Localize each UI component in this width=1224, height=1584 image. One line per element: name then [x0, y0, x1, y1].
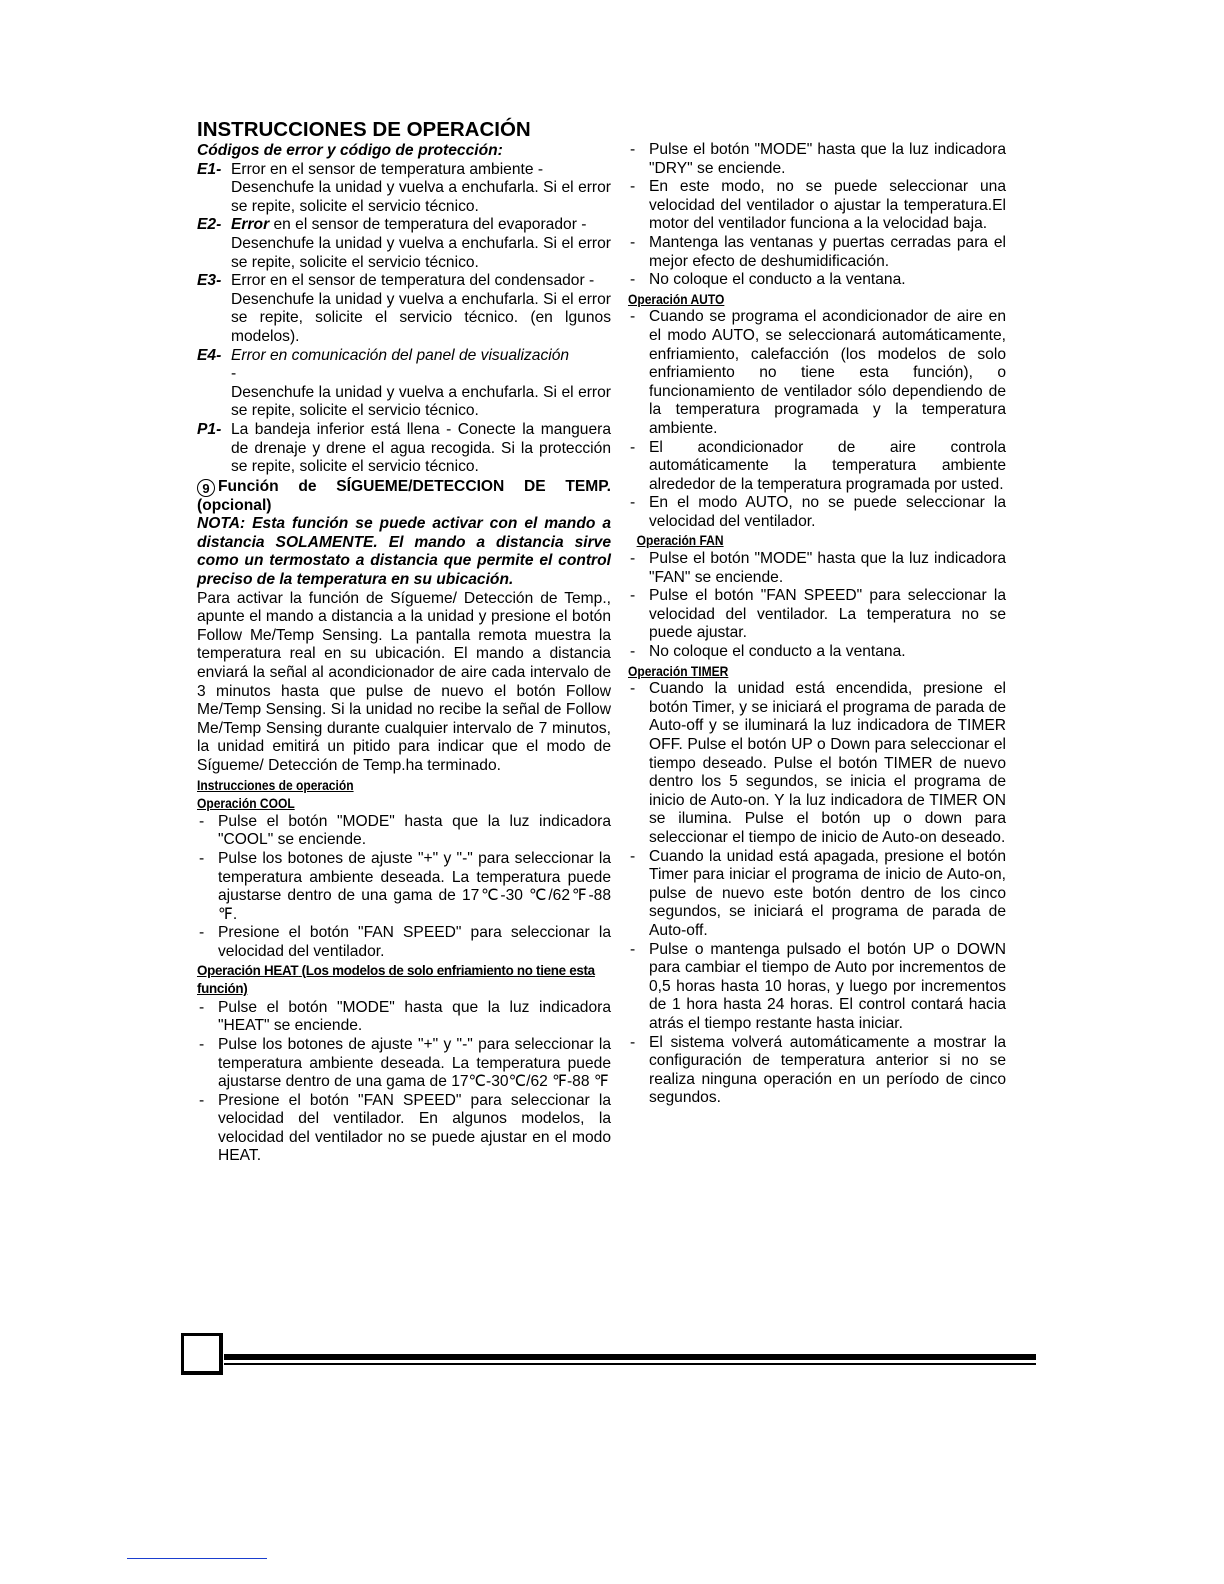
list-item: [197, 1036, 611, 1092]
list-item-text: Pulse el botón "MODE" hasta que la luz indicadora "HEAT" se enciende.: [218, 998, 611, 1035]
bullet: -: [630, 141, 636, 158]
list-item-text: Pulse o mantenga pulsado el botón UP o DOWN para cambiar el tiempo de Auto por incrementos de 0,5 horas hasta 10 horas, y luego por incrementos de 1 hora hasta 24 horas. El control contará hacia atrás el tiempo restante hasta iniciar.: [649, 940, 1006, 1032]
number-9-icon: 9: [197, 479, 215, 497]
follow-me-body: Para activar la función de Sígueme/ Detección de Temp., apunte el mando a distancia a la unidad y presione el botón Follow Me/Temp Sensing. La pantalla remota muestra la temperatura real en su ubicación. El mando a distancia enviará la señal al acondicionador de aire cada intervalo de 3 minutos hasta que pulse de nuevo el botón Follow Me/Temp Sensing. Si la unidad no recibe la señal de Follow Me/Temp Sensing durante cualquier intervalo de 7 minutos, la unidad emitirá un pitido para indicar que el modo de Sígueme/ Detección de Temp.ha terminado.: [197, 589, 611, 774]
right-column: [628, 141, 1006, 1108]
list-item: [628, 680, 1006, 847]
error-code: E1-: [197, 160, 222, 178]
error-action: Desenchufe la unidad y vuelva a enchufarla. Si el error se repite, solicite el servicio técnico.: [231, 234, 611, 271]
error-desc: Error en comunicación del panel de visualización: [231, 346, 570, 364]
error-code: E3-: [197, 272, 222, 290]
bullet: -: [630, 438, 636, 456]
list-item-text: Cuando se programa el acondicionador de aire en el modo AUTO, se seleccionará automáticamente, enfriamiento, calefacción (los modelos de solo enfriamiento no tiene esta función), o funcionamiento de ventilador sólo dependiendo de la temperatura programada y la temperatura ambiente.: [649, 308, 1006, 437]
footer-rule-thin: [224, 1363, 1036, 1365]
bullet: -: [630, 587, 636, 605]
bullet: -: [630, 940, 636, 958]
error-e1: [197, 161, 611, 180]
error-desc-bold: Error: [231, 216, 270, 234]
error-desc: en el sensor de temperatura del evaporador -: [273, 216, 587, 234]
follow-me-heading-text: Función de SÍGUEME/DETECCION DE TEMP. (opcional): [197, 477, 611, 514]
list-item: [628, 439, 1006, 495]
error-desc-wrap: [231, 216, 611, 235]
bullet: -: [630, 308, 636, 326]
error-code: E4-: [197, 346, 222, 364]
bullet: -: [630, 680, 636, 698]
heat-heading-note: (Los modelos de solo enfriamiento no tiene esta función): [197, 962, 595, 997]
error-code: P1-: [197, 420, 222, 438]
list-item: [628, 178, 1006, 234]
list-item: [628, 141, 1006, 178]
list-item: [628, 271, 1006, 290]
list-item: [628, 1034, 1006, 1108]
page-number-box: [181, 1333, 223, 1375]
heat-heading-text: Operación HEAT: [197, 962, 299, 978]
bullet: -: [630, 494, 636, 512]
list-item-text: No coloque el conducto a la ventana.: [649, 643, 906, 661]
bullet: -: [630, 271, 636, 289]
auto-heading: Operación AUTO: [628, 290, 725, 307]
bullet: -: [199, 1091, 205, 1109]
heat-heading: [197, 962, 611, 999]
error-e4: [197, 347, 611, 366]
error-codes-subtitle: Códigos de error y código de protección:: [197, 142, 503, 159]
list-item-text: Cuando la unidad está apagada, presione el botón Timer para iniciar el programa de inicio de Auto-on, pulse de nuevo este botón dentro de los cinco segundos, se iniciará el programa de parada de Auto-off.: [649, 847, 1006, 939]
list-item: [197, 850, 611, 924]
list-item: [628, 234, 1006, 271]
follow-me-heading: [197, 478, 611, 516]
list-item: [197, 813, 611, 850]
list-item: [197, 999, 611, 1036]
footnote-link-line: [127, 1558, 267, 1559]
list-item-text: Presione el botón "FAN SPEED" para seleccionar la velocidad del ventilador.: [218, 924, 611, 960]
bullet: -: [199, 998, 205, 1016]
error-e2: [197, 216, 611, 235]
bullet: -: [630, 1033, 636, 1051]
error-desc: Error en el sensor de temperatura del condensador -: [231, 272, 595, 290]
list-item-text: Pulse el botón "MODE" hasta que la luz indicadora "FAN" se enciende.: [649, 550, 1006, 586]
list-item: [197, 924, 611, 961]
list-item-text: Pulse los botones de ajuste "+" y "-" para seleccionar la temperatura ambiente deseada. La temperatura puede ajustarse dentro de una gama de 17℃-30℃/62 ℉-88 ℉: [218, 1035, 611, 1091]
follow-me-note: NOTA: Esta función se puede activar con el mando a distancia SOLAMENTE. El mando a distancia sirve como un termostato a distancia que permite el control preciso de la temperatura en su ubicación.: [197, 515, 611, 589]
list-item-text: Pulse los botones de ajuste "+" y "-" para seleccionar la temperatura ambiente deseada. La temperatura puede ajustarse dentro de una gama de 17℃-30 ℃/62℉-88 ℉.: [218, 849, 611, 923]
error-action: Desenchufe la unidad y vuelva a enchufarla. Si el error se repite, solicite el servicio técnico. (en lgunos modelos).: [231, 290, 611, 345]
footer-rule-thick: [224, 1354, 1036, 1360]
timer-heading: Operación TIMER: [628, 662, 729, 679]
bullet: -: [630, 178, 636, 196]
bullet: -: [199, 812, 205, 830]
list-item-text: El acondicionador de aire controla automáticamente la temperatura ambiente alrededor de la temperatura programada por usted.: [649, 438, 1006, 493]
bullet: -: [630, 643, 636, 661]
list-item-text: Pulse el botón "MODE" hasta que la luz indicadora "DRY" se enciende.: [649, 141, 1006, 177]
error-desc-dash: -: [231, 365, 237, 383]
list-item-text: En el modo AUTO, no se puede seleccionar la velocidad del ventilador.: [649, 494, 1006, 530]
list-item-text: El sistema volverá automáticamente a mostrar la configuración de temperatura anterior si no se realiza ninguna operación en un período de cinco segundos.: [649, 1033, 1006, 1107]
error-action: Desenchufe la unidad y vuelva a enchufarla. Si el error se repite, solicite el servicio técnico.: [231, 383, 611, 420]
bullet: -: [630, 233, 636, 251]
list-item: [197, 1092, 611, 1166]
error-code: E2-: [197, 216, 222, 234]
list-item-text: No coloque el conducto a la ventana.: [649, 271, 906, 289]
ops-heading: Instrucciones de operación: [197, 776, 354, 793]
list-item-text: Mantenga las ventanas y puertas cerradas para el mejor efecto de deshumidificación.: [649, 233, 1006, 270]
list-item-text: En este modo, no se puede seleccionar una velocidad del ventilador o ajustar la temperatura.El motor del ventilador funciona a la velocidad baja.: [649, 178, 1006, 233]
list-item: [628, 587, 1006, 643]
cool-heading: Operación COOL: [197, 795, 295, 812]
list-item: [628, 550, 1006, 587]
bullet: -: [199, 1035, 205, 1053]
list-item: [628, 848, 1006, 941]
error-e3: [197, 272, 611, 291]
error-desc: La bandeja inferior está llena - Conecte la manguera de drenaje y drene el agua recogida. Si la protección se repite, solicite el servicio técnico.: [231, 420, 611, 476]
list-item: [628, 643, 1006, 662]
left-column: [197, 118, 611, 1166]
fan-heading: Operación FAN: [636, 532, 724, 549]
bullet: -: [199, 924, 205, 942]
bullet: -: [630, 550, 636, 568]
list-item-text: Pulse el botón "FAN SPEED" para seleccionar la velocidad del ventilador. La temperatura no se puede ajustar.: [649, 587, 1006, 642]
error-desc: Error en el sensor de temperatura ambiente -: [231, 160, 544, 178]
page-title: INSTRUCCIONES DE OPERACIÓN: [197, 118, 531, 141]
list-item: [628, 494, 1006, 531]
bullet: -: [630, 847, 636, 865]
list-item: [628, 308, 1006, 438]
list-item-text: Pulse el botón "MODE" hasta que la luz indicadora "COOL" se enciende.: [218, 812, 611, 849]
list-item-text: Presione el botón "FAN SPEED" para seleccionar la velocidad del ventilador. En algunos modelos, la velocidad del ventilador no se puede ajustar en el modo HEAT.: [218, 1091, 611, 1165]
error-p1: [197, 421, 611, 477]
error-action: Desenchufe la unidad y vuelva a enchufarla. Si el error se repite, solicite el servicio técnico.: [231, 179, 611, 215]
list-item-text: Cuando la unidad está encendida, presione el botón Timer, y se iniciará el programa de parada de Auto-off y se iluminará la luz indicadora de TIMER OFF. Pulse el botón UP o Down para seleccionar el tiempo deseado. Pulse el botón TIMER de nuevo dentro los 5 segundos, se inicia el programa de inicio de Auto-on. Y la luz indicadora de TIMER ON se ilumina. Pulse el botón up o down para seleccionar el tiempo de inicio de Auto-on deseado.: [649, 680, 1006, 846]
list-item: [628, 941, 1006, 1034]
bullet: -: [199, 849, 205, 867]
